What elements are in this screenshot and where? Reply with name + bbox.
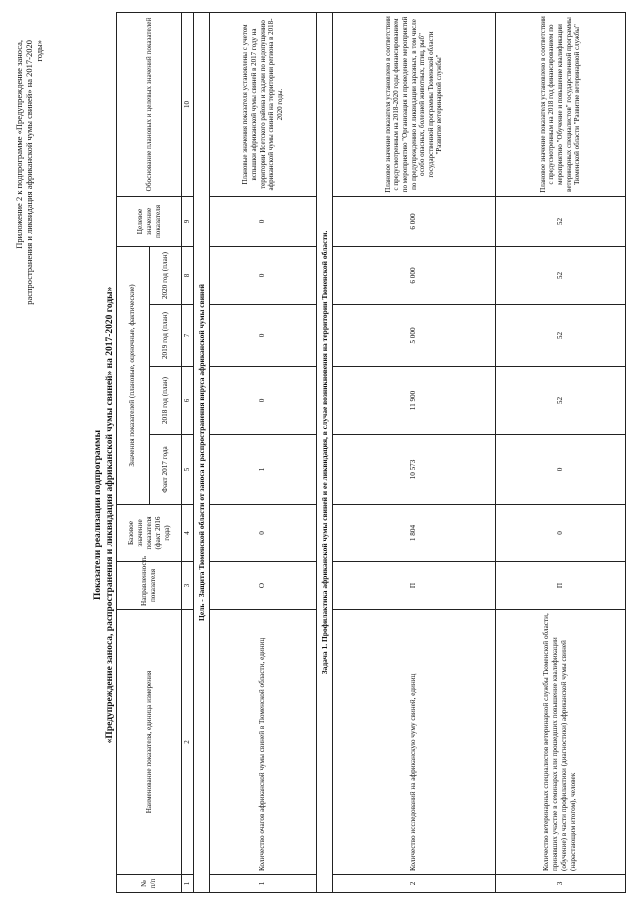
column-number: 4: [182, 505, 194, 562]
goal-row: [194, 13, 210, 893]
row-plan-2019: 0: [210, 305, 316, 367]
header-num: № п/п: [117, 875, 182, 893]
row-fact-2017: 10 573: [332, 435, 495, 505]
appendix-line-1: Приложение 2 к подпрограмме «Предупреждение заноса,: [14, 40, 24, 249]
row-justification: Плановое значение показателя установлено в соответствии с предусмотренным на 2018 год финансированием по мероприятию "Обучение и повышение квалификации ветеринарных специалистов" государственной программы Тюменской области "Развитие ветеринарной службы": [495, 13, 625, 197]
column-number: 5: [182, 435, 194, 505]
row-target: 6 000: [332, 197, 495, 247]
table-row: [495, 13, 625, 893]
row-plan-2020: 6 000: [332, 247, 495, 305]
header-name: Наименование показателя, единица измерения: [117, 610, 182, 875]
column-number: 2: [182, 610, 194, 875]
row-name: Количество ветеринарных специалистов ветеринарной службы Тюменской области, принявших участие в семинарах или прошедших повышение квалификации (обучение) в части профилактики (диагностики) африканской чумы свиней (нарастающим итогом), человек: [495, 610, 625, 875]
title-line-2: «Предупреждение заноса, распространения и ликвидация африканской чумы свиней» на 2017-2020 годы»: [105, 286, 115, 744]
task-row: [316, 13, 332, 893]
column-number: 6: [182, 367, 194, 435]
header-fact-2017: Факт 2017 года: [149, 435, 182, 505]
row-base: 0: [495, 505, 625, 562]
column-number: 9: [182, 197, 194, 247]
row-justification: Плановое значение показателя установлено в соответствии с предусмотренным на 2018-2020 годы финансированием по мероприятию "Организация и проведение мероприятий по предупреждению и ликвидации заразных, в том числе особо опасных, болезней животных, птиц, рыб" государственной программы Тюменской области "Развитие ветеринарной службы": [332, 13, 495, 197]
row-target: 52: [495, 197, 625, 247]
row-name: Количество исследований на африканскую чуму свиней, единиц: [332, 610, 495, 875]
appendix-line-3: годы»: [34, 40, 44, 62]
table-row: [332, 13, 495, 893]
goal-text: Цель - Защита Тюменской области от заноса и распространения вируса африканской чумы свиней: [194, 13, 210, 893]
row-base: 0: [210, 505, 316, 562]
header-direction: Направленность показателя: [117, 562, 182, 610]
row-num: 1: [210, 875, 316, 893]
row-plan-2019: 52: [495, 305, 625, 367]
column-numbers-row: [182, 13, 194, 893]
header-plan-2020: 2020 год (план): [149, 247, 182, 305]
row-fact-2017: 1: [210, 435, 316, 505]
row-plan-2020: 52: [495, 247, 625, 305]
header-values-group: Значения показателей (плановые, оценочные, фактические): [117, 247, 150, 505]
row-num: 3: [495, 875, 625, 893]
row-name: Количество очагов африканской чумы свиней в Тюменской области, единиц: [210, 610, 316, 875]
column-number: 10: [182, 13, 194, 197]
appendix-note: [14, 40, 44, 460]
row-plan-2018: 11 900: [332, 367, 495, 435]
header-plan-2019: 2019 год (план): [149, 305, 182, 367]
row-fact-2017: 0: [495, 435, 625, 505]
row-direction: П: [332, 562, 495, 610]
row-target: 0: [210, 197, 316, 247]
row-plan-2018: 0: [210, 367, 316, 435]
header-base: Базовое значение показателя (факт 2016 года): [117, 505, 182, 562]
row-num: 2: [332, 875, 495, 893]
column-number: 3: [182, 562, 194, 610]
column-number: 1: [182, 875, 194, 893]
appendix-line-2: распространения и ликвидация африканской чумы свиней» на 2017-2020: [24, 40, 34, 305]
row-direction: П: [495, 562, 625, 610]
indicators-table-container: [116, 13, 626, 893]
header-plan-2018: 2018 год (план): [149, 367, 182, 435]
task-text: Задача 1. Профилактика африканской чумы свиней и ее ликвидация, в случае возникновения на территории Тюменской области.: [316, 13, 332, 893]
row-plan-2018: 52: [495, 367, 625, 435]
table-row: [210, 13, 316, 893]
column-number: 7: [182, 305, 194, 367]
row-plan-2019: 5 000: [332, 305, 495, 367]
header-target: Целевое значение показателя: [117, 197, 182, 247]
indicators-table: [116, 12, 626, 893]
column-number: 8: [182, 247, 194, 305]
header-justification: Обоснование плановых и целевых значений показателей: [117, 13, 182, 197]
row-direction: О: [210, 562, 316, 610]
document-title: [92, 265, 116, 765]
row-base: 1 804: [332, 505, 495, 562]
title-line-1: Показатели реализации подпрограммы: [93, 429, 103, 601]
row-plan-2020: 0: [210, 247, 316, 305]
row-justification: Плановые значения показателя установлены с учетом вспышки африканской чумы свиней в 2017 году на территории Исетского района и задачи по недопущению африканской чумы свиней на территории региона в 2018-2020 годы.: [210, 13, 316, 197]
